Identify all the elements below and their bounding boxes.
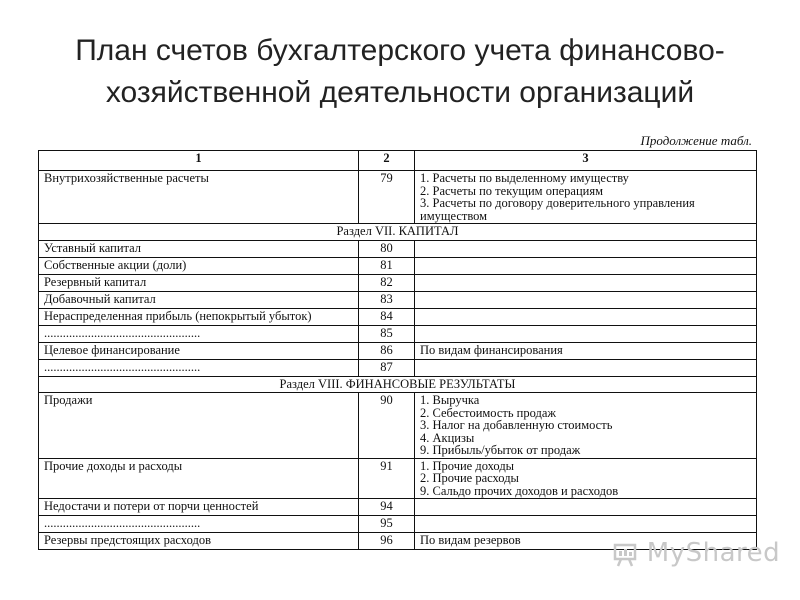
column-header-2: 2 <box>359 151 415 171</box>
subaccount-item: По видам резервов <box>420 533 521 547</box>
chart-of-accounts-table <box>38 150 757 550</box>
account-row <box>39 342 757 359</box>
subaccount-item: 1. Расчеты по выделенному имуществу <box>420 171 629 185</box>
chart-of-accounts-body <box>39 151 757 550</box>
account-name: Целевое финансирование <box>39 342 359 359</box>
subaccounts-cell <box>415 274 757 291</box>
section-row <box>39 224 757 241</box>
column-header-1: 1 <box>39 151 359 171</box>
account-name: Продажи <box>39 393 359 459</box>
account-name: Добавочный капитал <box>39 291 359 308</box>
account-row <box>39 325 757 342</box>
table-header-row <box>39 151 757 171</box>
section-label: Раздел VIII. ФИНАНСОВЫЕ РЕЗУЛЬТАТЫ <box>39 376 757 393</box>
account-row <box>39 240 757 257</box>
section-row <box>39 376 757 393</box>
account-row <box>39 291 757 308</box>
account-row <box>39 393 757 459</box>
subaccount-item: 9. Прибыль/убыток от продаж <box>420 443 581 457</box>
account-code: 86 <box>359 342 415 359</box>
subaccounts-cell <box>415 240 757 257</box>
watermark-brand: MyShared <box>646 538 781 568</box>
subaccount-item: 3. Налог на добавленную стоимость <box>420 418 613 432</box>
subaccounts-cell <box>415 257 757 274</box>
account-row <box>39 257 757 274</box>
account-code: 79 <box>359 171 415 224</box>
subaccount-list <box>420 172 751 222</box>
subaccount-item: 2. Себестоимость продаж <box>420 405 557 420</box>
slide-title <box>0 30 800 114</box>
subaccounts-cell <box>415 458 757 499</box>
column-header-3: 3 <box>415 151 757 171</box>
subaccounts-cell <box>415 308 757 325</box>
subaccount-item: По видам финансирования <box>420 342 563 357</box>
account-code: 95 <box>359 516 415 533</box>
watermark <box>612 538 780 568</box>
account-code: 85 <box>359 325 415 342</box>
account-row <box>39 458 757 499</box>
account-code: 80 <box>359 240 415 257</box>
account-row <box>39 516 757 533</box>
section-label: Раздел VII. КАПИТАЛ <box>39 224 757 241</box>
subaccounts-cell <box>415 359 757 376</box>
subaccounts-cell <box>415 393 757 459</box>
account-name: .................................................. <box>39 359 359 376</box>
account-name: Недостачи и потери от порчи ценностей <box>39 499 359 516</box>
account-row <box>39 274 757 291</box>
account-name: Собственные акции (доли) <box>39 257 359 274</box>
presentation-board-icon <box>612 541 638 567</box>
subaccount-item: 3. Расчеты по договору доверительного управления имуществом <box>420 196 695 223</box>
account-name: Резервы предстоящих расходов <box>39 533 359 550</box>
account-code: 82 <box>359 274 415 291</box>
account-code: 94 <box>359 499 415 516</box>
account-name: Внутрихозяйственные расчеты <box>39 171 359 224</box>
subaccounts-cell <box>415 342 757 359</box>
account-row <box>39 171 757 224</box>
account-name: .................................................. <box>39 325 359 342</box>
subaccount-item: 2. Расчеты по текущим операциям <box>420 183 604 198</box>
continuation-note: Продолжение табл. <box>640 133 752 148</box>
account-row <box>39 359 757 376</box>
subaccounts-cell <box>415 499 757 516</box>
account-name: .................................................. <box>39 516 359 533</box>
account-row <box>39 308 757 325</box>
account-name: Уставный капитал <box>39 240 359 257</box>
subaccounts-cell <box>415 325 757 342</box>
subaccounts-cell <box>415 291 757 308</box>
account-code: 90 <box>359 393 415 459</box>
subaccount-item: 1. Выручка <box>420 393 480 407</box>
account-name: Резервный капитал <box>39 274 359 291</box>
subaccount-item: 4. Акцизы <box>420 430 475 445</box>
account-code: 96 <box>359 533 415 550</box>
subaccounts-cell <box>415 516 757 533</box>
account-name: Прочие доходы и расходы <box>39 458 359 499</box>
slide-title-line-1: План счетов бухгалтерского учета финансово- <box>75 34 725 67</box>
account-row <box>39 499 757 516</box>
subaccount-item: 2. Прочие расходы <box>420 471 519 485</box>
account-code: 84 <box>359 308 415 325</box>
subaccounts-cell <box>415 171 757 224</box>
slide-title-line-2: хозяйственной деятельности организаций <box>105 76 695 109</box>
account-code: 81 <box>359 257 415 274</box>
subaccount-list <box>420 344 751 357</box>
subaccount-list <box>420 394 751 457</box>
account-code: 83 <box>359 291 415 308</box>
account-name: Нераспределенная прибыль (непокрытый убыток) <box>39 308 359 325</box>
subaccount-list <box>420 460 751 498</box>
subaccount-item: 9. Сальдо прочих доходов и расходов <box>420 483 619 498</box>
subaccount-item: 1. Прочие доходы <box>420 458 515 473</box>
account-code: 91 <box>359 458 415 499</box>
account-code: 87 <box>359 359 415 376</box>
